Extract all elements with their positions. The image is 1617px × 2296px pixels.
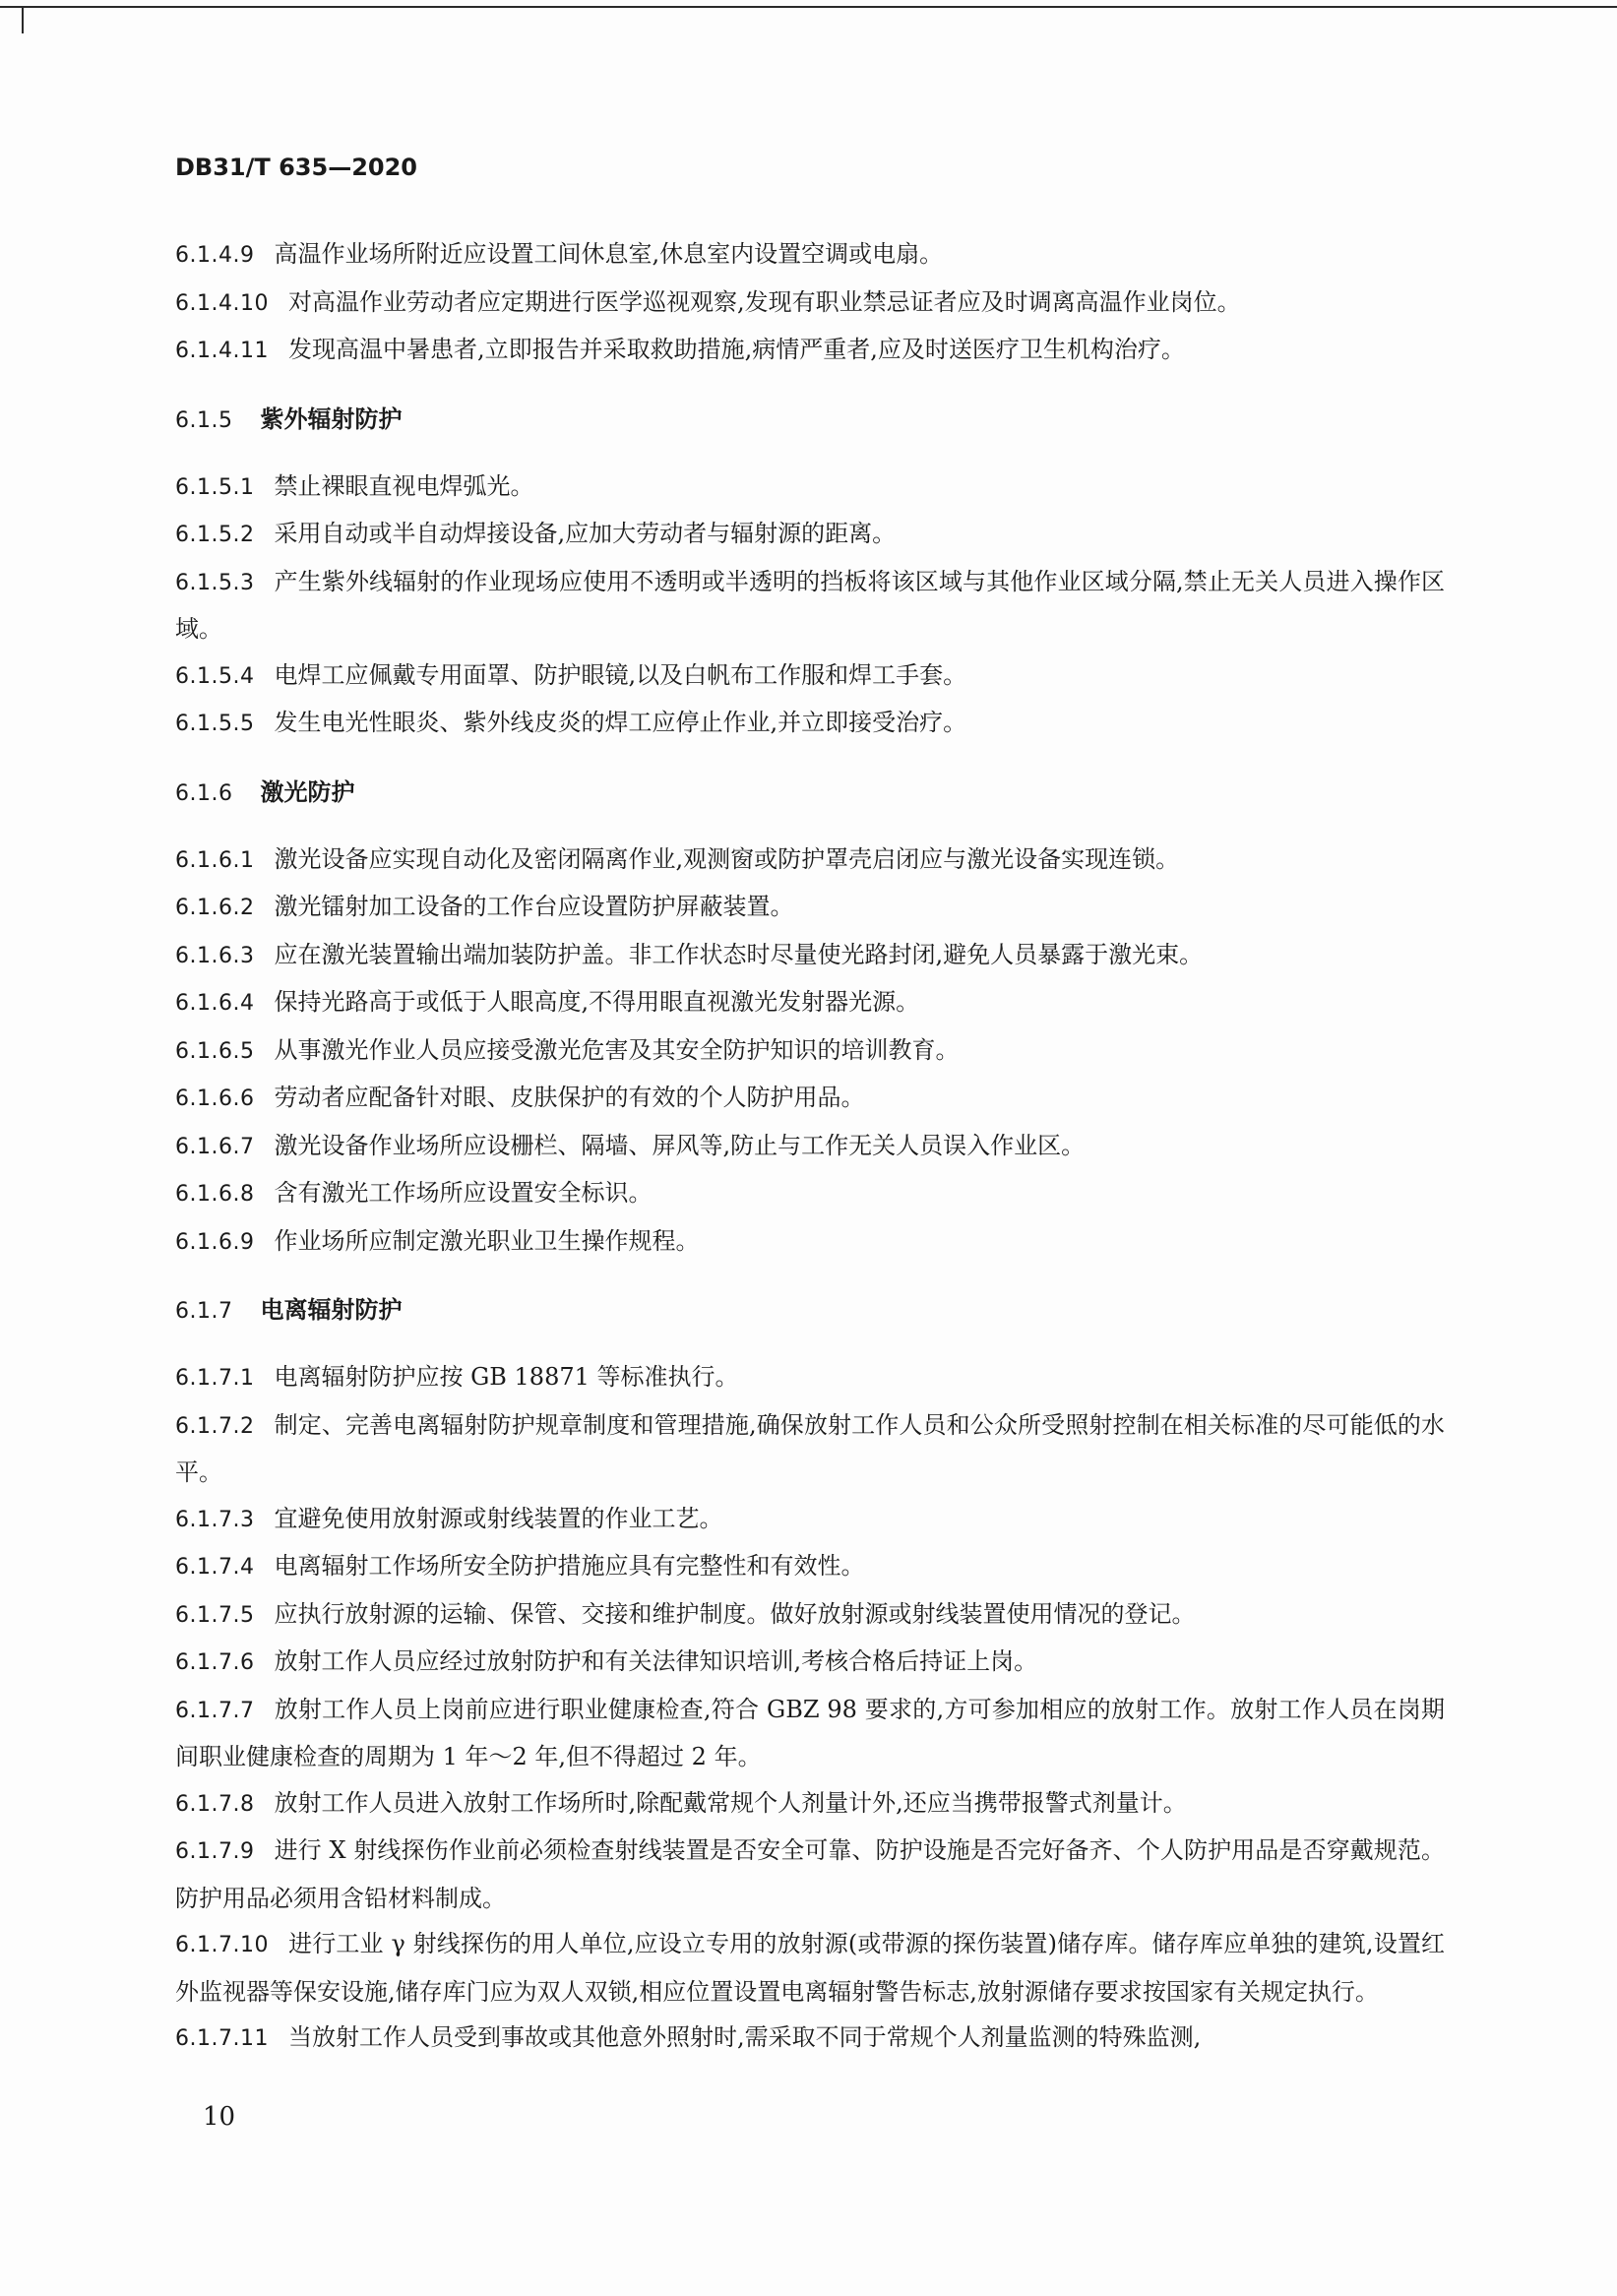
clause-paragraph — [175, 932, 1445, 980]
clause-paragraph — [175, 511, 1445, 559]
clause-text: 禁止裸眼直视电焊弧光。 — [274, 471, 534, 500]
clause-number: 6.1.6.7 — [175, 1134, 255, 1159]
clause-text: 制定、完善电离辐射防护规章制度和管理措施,确保放射工作人员和公众所受照射控制在相关标准的尽可能低的水平。 — [175, 1410, 1445, 1486]
clause-text: 发现高温中暑患者,立即报告并采取救助措施,病情严重者,应及时送医疗卫生机构治疗。 — [287, 336, 1185, 363]
clause-number: 6.1.7.5 — [175, 1602, 255, 1628]
clause-text: 产生紫外线辐射的作业现场应使用不透明或半透明的挡板将该区域与其他作业区域分隔,禁止无关人员进入操作区域。 — [175, 567, 1445, 643]
clause-paragraph — [175, 559, 1445, 652]
section-title: 电离辐射防护 — [260, 1296, 403, 1324]
clause-text: 进行工业 γ 射线探伤的用人单位,应设立专用的放射源(或带源的探伤装置)储存库。储存库应单独的建筑,设置红外监视器等保安设施,储存库门应为双人双锁,相应位置设置电离辐射警告标志,放射源储存要求按国家有关规定执行。 — [175, 1930, 1445, 2006]
top-border-line — [0, 6, 1617, 8]
clause-text: 进行 X 射线探伤作业前必须检查射线装置是否安全可靠、防护设施是否完好备齐、个人防护用品是否穿戴规范。防护用品必须用含铅材料制成。 — [175, 1836, 1445, 1912]
clause-paragraph — [175, 979, 1445, 1027]
clause-text: 电离辐射工作场所安全防护措施应具有完整性和有效性。 — [274, 1552, 865, 1580]
clause-text: 作业场所应制定激光职业卫生操作规程。 — [274, 1226, 700, 1255]
clause-number: 6.1.5.3 — [175, 570, 255, 595]
clause-number: 6.1.6 — [175, 780, 233, 806]
clause-text: 应在激光装置输出端加装防护盖。非工作状态时尽量使光路封闭,避免人员暴露于激光束。 — [274, 940, 1204, 968]
clause-text: 激光镭射加工设备的工作台应设置防护屏蔽装置。 — [274, 893, 794, 920]
clause-paragraph — [175, 837, 1445, 885]
section-heading — [175, 403, 1445, 438]
clause-text: 含有激光工作场所应设置安全标识。 — [274, 1179, 653, 1207]
clause-number: 6.1.6.9 — [175, 1229, 255, 1255]
clause-number: 6.1.7.7 — [175, 1698, 255, 1723]
section-heading — [175, 1293, 1445, 1329]
clause-paragraph — [175, 2015, 1445, 2063]
clause-text: 保持光路高于或低于人眼高度,不得用眼直视激光发射器光源。 — [274, 988, 920, 1016]
clause-number: 6.1.7.11 — [175, 2026, 269, 2051]
clause-number: 6.1.6.8 — [175, 1182, 255, 1207]
clause-number: 6.1.6.1 — [175, 847, 255, 873]
clause-paragraph — [175, 1780, 1445, 1829]
clause-paragraph — [175, 652, 1445, 701]
clause-text: 应执行放射源的运输、保管、交接和维护制度。做好放射源或射线装置使用情况的登记。 — [274, 1599, 1196, 1628]
clause-text: 激光设备作业场所应设栅栏、隔墙、屏风等,防止与工作无关人员误入作业区。 — [274, 1131, 1086, 1159]
clause-text: 对高温作业劳动者应定期进行医学巡视观察,发现有职业禁忌证者应及时调离高温作业岗位。 — [287, 287, 1241, 316]
clause-number: 6.1.6.5 — [175, 1038, 255, 1064]
clause-number: 6.1.7 — [175, 1299, 233, 1324]
clause-paragraph — [175, 1543, 1445, 1591]
clause-paragraph — [175, 1075, 1445, 1123]
clause-number: 6.1.6.2 — [175, 896, 255, 920]
clause-paragraph — [175, 1027, 1445, 1076]
section-title: 激光防护 — [260, 777, 355, 806]
clause-paragraph — [175, 1170, 1445, 1218]
clause-number: 6.1.7.3 — [175, 1507, 255, 1532]
clause-text: 激光设备应实现自动化及密闭隔离作业,观测窗或防护罩壳启闭应与激光设备实现连锁。 — [274, 844, 1180, 873]
clause-text: 发生电光性眼炎、紫外线皮炎的焊工应停止作业,并立即接受治疗。 — [274, 709, 967, 736]
clause-paragraph — [175, 1123, 1445, 1171]
clause-number: 6.1.5 — [175, 407, 233, 433]
clause-text: 宜避免使用放射源或射线装置的作业工艺。 — [274, 1504, 723, 1532]
clause-text: 放射工作人员进入放射工作场所时,除配戴常规个人剂量计外,还应当携带报警式剂量计。 — [274, 1788, 1187, 1817]
clause-paragraph — [175, 279, 1445, 328]
clause-paragraph — [175, 327, 1445, 375]
clause-text: 放射工作人员应经过放射防护和有关法律知识培训,考核合格后持证上岗。 — [274, 1647, 1038, 1675]
clause-text: 放射工作人员上岗前应进行职业健康检查,符合 GBZ 98 要求的,方可参加相应的放射工作。放射工作人员在岗期间职业健康检查的周期为 1 年～2 年,但不得超过 2 年。 — [175, 1695, 1445, 1770]
clause-number: 6.1.6.3 — [175, 943, 255, 968]
section-title: 紫外辐射防护 — [260, 404, 403, 433]
clause-paragraph — [175, 231, 1445, 279]
clause-number: 6.1.7.8 — [175, 1791, 255, 1817]
clause-text: 采用自动或半自动焊接设备,应加大劳动者与辐射源的距离。 — [274, 520, 897, 547]
clause-paragraph — [175, 1828, 1445, 1921]
clause-number: 6.1.5.2 — [175, 523, 255, 547]
standard-code-header: DB31/T 635—2020 — [175, 154, 417, 181]
clause-number: 6.1.5.4 — [175, 663, 255, 689]
clause-number: 6.1.7.9 — [175, 1839, 255, 1864]
clause-text: 从事激光作业人员应接受激光危害及其安全防护知识的培训教育。 — [274, 1035, 960, 1064]
clause-text: 劳动者应配备针对眼、皮肤保护的有效的个人防护用品。 — [274, 1084, 865, 1111]
clause-number: 6.1.7.10 — [175, 1933, 269, 1957]
clause-number: 6.1.4.9 — [175, 243, 255, 268]
clause-number: 6.1.6.4 — [175, 991, 255, 1016]
clause-text: 当放射工作人员受到事故或其他意外照射时,需采取不同于常规个人剂量监测的特殊监测, — [287, 2023, 1202, 2051]
clause-paragraph — [175, 1591, 1445, 1640]
clause-number: 6.1.5.1 — [175, 474, 255, 500]
clause-paragraph — [175, 700, 1445, 748]
section-heading — [175, 776, 1445, 811]
clause-paragraph — [175, 1921, 1445, 2015]
clause-paragraph — [175, 1687, 1445, 1780]
clause-paragraph — [175, 1639, 1445, 1687]
clause-number: 6.1.7.1 — [175, 1366, 255, 1391]
clause-paragraph — [175, 1496, 1445, 1544]
clause-text: 电离辐射防护应按 GB 18871 等标准执行。 — [274, 1363, 739, 1391]
clause-number: 6.1.5.5 — [175, 712, 255, 736]
clause-number: 6.1.7.4 — [175, 1555, 255, 1580]
clause-paragraph — [175, 464, 1445, 512]
clause-number: 6.1.4.10 — [175, 290, 269, 316]
clause-paragraph — [175, 884, 1445, 932]
clause-paragraph — [175, 1402, 1445, 1496]
clause-number: 6.1.4.11 — [175, 339, 269, 363]
clause-number: 6.1.6.6 — [175, 1086, 255, 1111]
clause-text: 电焊工应佩戴专用面罩、防护眼镜,以及白帆布工作服和焊工手套。 — [274, 660, 967, 689]
left-border-tick — [22, 6, 24, 33]
document-body — [175, 231, 1445, 2063]
clause-paragraph — [175, 1354, 1445, 1402]
clause-paragraph — [175, 1218, 1445, 1267]
clause-text: 高温作业场所附近应设置工间休息室,休息室内设置空调或电扇。 — [274, 240, 944, 268]
page-number: 10 — [203, 2102, 236, 2132]
clause-number: 6.1.7.2 — [175, 1413, 255, 1439]
clause-number: 6.1.7.6 — [175, 1650, 255, 1675]
